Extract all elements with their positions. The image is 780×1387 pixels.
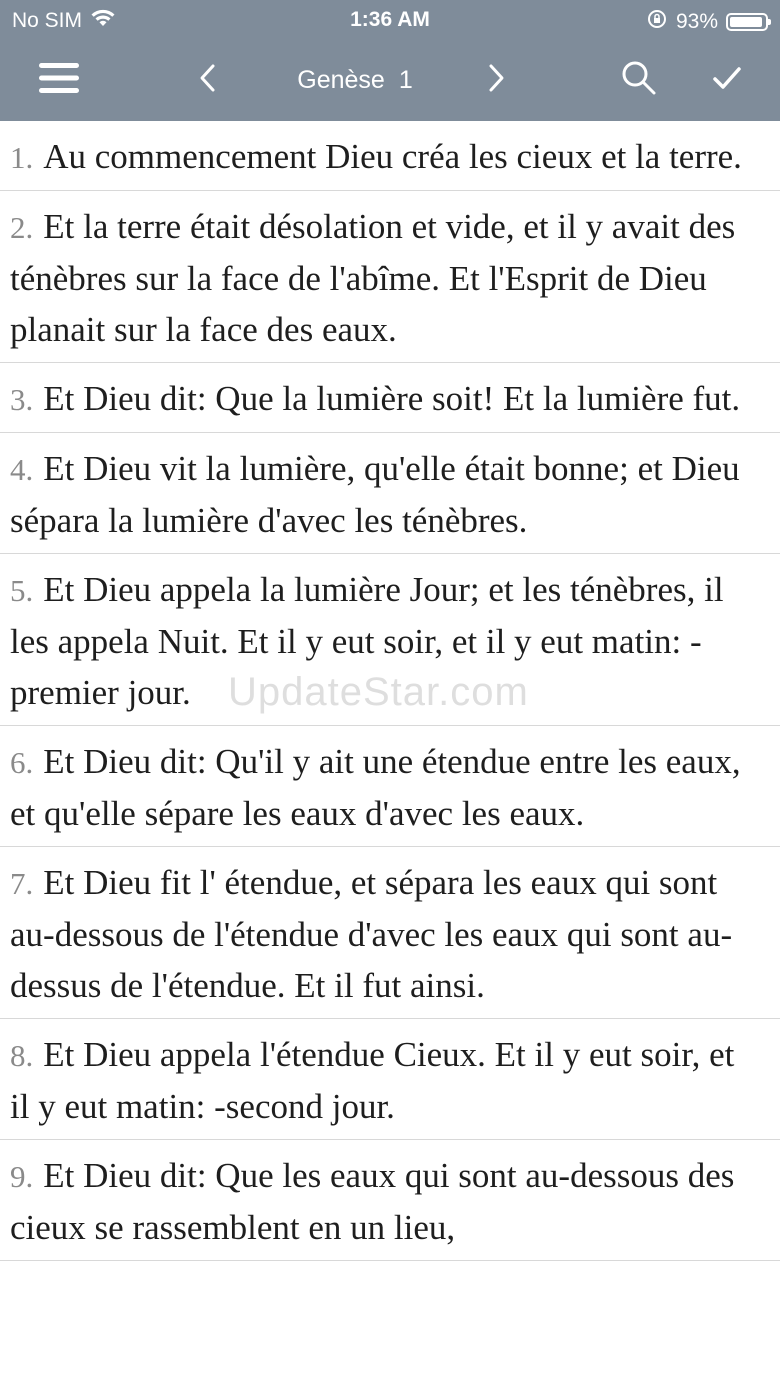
search-icon (621, 60, 657, 101)
book-name: Genèse (297, 66, 385, 94)
battery-percent: 93% (675, 10, 718, 33)
menu-icon (39, 61, 79, 100)
previous-chapter-button[interactable] (172, 40, 242, 121)
chapter-number: 1 (398, 66, 413, 94)
verse-5[interactable] (0, 554, 780, 726)
done-button[interactable] (692, 40, 762, 121)
verse-number: 6. (10, 745, 34, 780)
carrier-label: No SIM (12, 9, 83, 32)
verse-text: Et Dieu appela la lumière Jour; et les ténèbres, il les appela Nuit. Et il y eut soir, et il y eut matin: -premier jour. (10, 570, 724, 712)
verse-9[interactable] (0, 1140, 780, 1261)
status-time: 1:36 AM (350, 8, 430, 31)
search-button[interactable] (604, 40, 674, 121)
verse-text: Et Dieu appela l'étendue Cieux. Et il y eut soir, et il y eut matin: -second jour. (10, 1035, 735, 1126)
verse-number: 4. (10, 452, 34, 487)
verse-list (0, 121, 780, 1261)
verse-text: Et Dieu dit: Qu'il y ait une étendue entre les eaux, et qu'elle sépare les eaux d'avec les eaux. (10, 742, 741, 833)
verse-text: Et Dieu dit: Que la lumière soit! Et la lumière fut. (43, 379, 741, 418)
chevron-right-icon (487, 63, 507, 98)
chapter-title[interactable] (240, 40, 470, 121)
battery-icon (726, 13, 768, 31)
watermark: UpdateStar.com (228, 670, 529, 714)
navigation-bar (0, 40, 780, 121)
verse-number: 7. (10, 866, 34, 901)
chevron-left-icon (197, 63, 217, 98)
top-bar (0, 0, 780, 121)
verse-text: Au commencement Dieu créa les cieux et la terre. (43, 137, 742, 176)
verse-number: 2. (10, 210, 34, 245)
verse-2[interactable] (0, 191, 780, 363)
verse-text: Et Dieu dit: Que les eaux qui sont au-dessous des cieux se rassemblent en un lieu, (10, 1156, 735, 1247)
verse-8[interactable] (0, 1019, 780, 1140)
verse-number: 8. (10, 1038, 34, 1073)
checkmark-icon (712, 65, 742, 96)
verse-text: Et Dieu vit la lumière, qu'elle était bonne; et Dieu sépara la lumière d'avec les ténèbres. (10, 449, 740, 540)
verse-text: Et la terre était désolation et vide, et il y avait des ténèbres sur la face de l'abîme. Et l'Esprit de Dieu planait sur la face des eaux. (10, 207, 736, 349)
verse-number: 5. (10, 573, 34, 608)
verse-text: Et Dieu fit l' étendue, et sépara les eaux qui sont au-dessous de l'étendue d'avec les eaux qui sont au-dessus de l'étendue. Et il fut ainsi. (10, 863, 733, 1005)
verse-3[interactable] (0, 363, 780, 433)
menu-button[interactable] (24, 40, 94, 121)
verse-number: 3. (10, 382, 34, 417)
verse-number: 9. (10, 1159, 34, 1194)
verse-7[interactable] (0, 847, 780, 1019)
verse-6[interactable] (0, 726, 780, 847)
verse-1[interactable] (0, 121, 780, 191)
status-bar (0, 0, 780, 40)
verse-4[interactable] (0, 433, 780, 554)
verse-number: 1. (10, 140, 34, 175)
orientation-lock-icon (646, 8, 668, 36)
next-chapter-button[interactable] (462, 40, 532, 121)
